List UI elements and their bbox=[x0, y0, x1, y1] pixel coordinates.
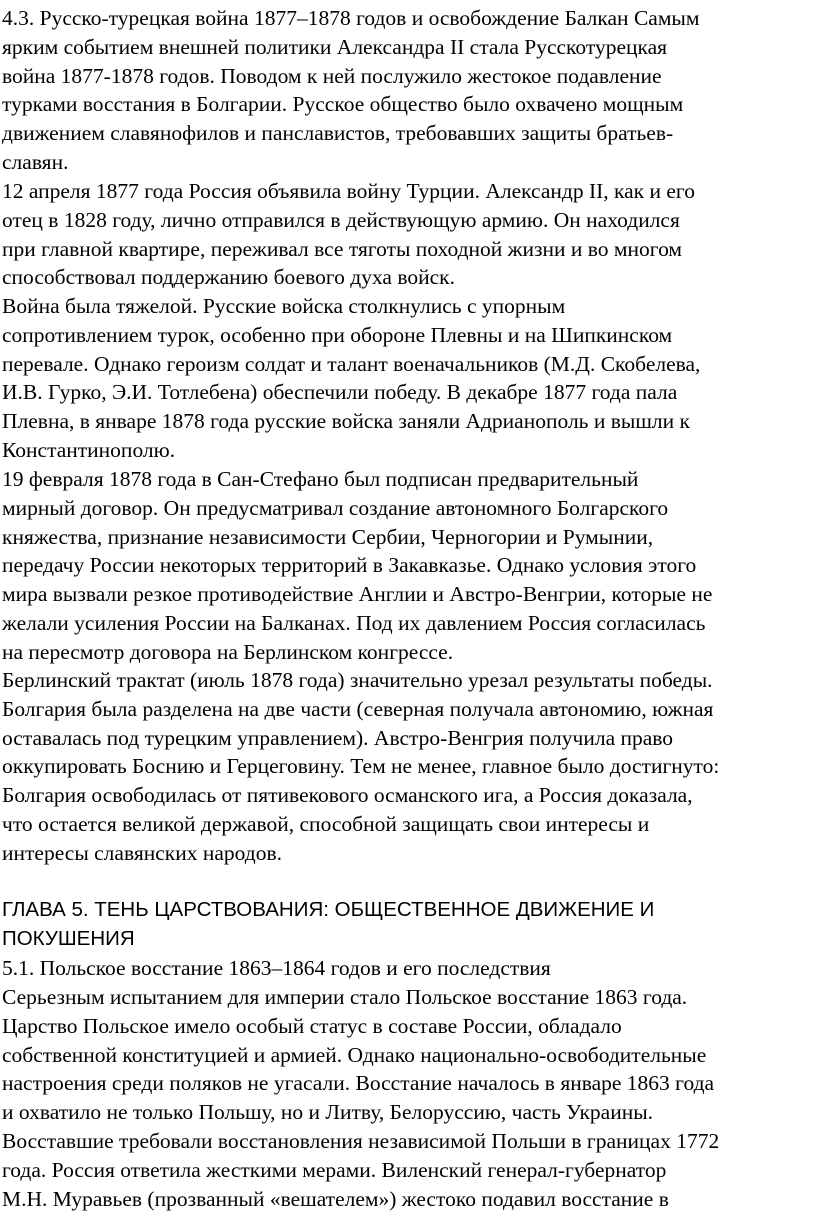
paragraph-course-of-war: Война была тяжелой. Русские войска столкнулись с упорным сопротивлением турок, особенно при обороне Плевны и на Шипкинском перевале. Однако героизм солдат и талант военачальников (М.Д. Скобелева, И.В. Гурко, Э.И. Тотлебена) обеспечили победу. В декабре 1877 года пала Плевна, в январе 1878 года русские войска заняли Адрианополь и вышли к Константинополю. bbox=[2, 294, 701, 462]
paragraph-san-stefano-treaty: 19 февраля 1878 года в Сан-Стефано был подписан предварительный мирный договор. Он предусматривал создание автономного Болгарского княжества, признание независимости Сербии, Черногории и Румынии, передачу России некоторых территорий в Закавказье. Однако условия этого мира вызвали резкое противодействие Англии и Австро-Венгрии, которые не желали усиления России на Балканах. Под их давлением Россия согласилась на пересмотр договора на Берлинском конгрессе. bbox=[2, 467, 713, 664]
paragraph-berlin-treaty: Берлинский трактат (июль 1878 года) значительно урезал результаты победы. Болгария была разделена на две части (северная получала автономию, южная оставалась под турецким управлением). Австро-Венгрия получила право оккупировать Боснию и Герцеговину. Тем не менее, главное было достигнуто: Болгария освободилась от пятивекового османского ига, а Россия доказала, что остается великой державой, способной защищать свои интересы и интересы славянских народов. bbox=[2, 668, 720, 865]
paragraph-polish-uprising: Серьезным испытанием для империи стало Польское восстание 1863 года. Царство Польское имело особый статус в составе России, обладало собственной конституцией и армией. Однако национально-освободительные настроения среди поляков не угасали. Восстание началось в январе 1863 года и охватило не только Польшу, но и Литву, Белоруссию, часть Украины. Восставшие требовали восстановления независимой Польши в границах 1772 года. Россия ответила жесткими мерами. Виленский генерал-губернатор М.Н. Муравьев (прозванный «вешателем») жестоко подавил восстание в bbox=[2, 985, 720, 1211]
section-title: 5.1. Польское восстание 1863–1864 годов и его последствия bbox=[2, 956, 551, 980]
paragraph-declaration-of-war: 12 апреля 1877 года Россия объявила войну Турции. Александр II, как и его отец в 1828 году, лично отправился в действующую армию. Он находился при главной квартире, переживал все тяготы походной жизни и во многом способствовал поддержанию боевого духа войск. bbox=[2, 179, 695, 290]
paragraph-russo-turkish-war-intro: 4.3. Русско-турецкая война 1877–1878 годов и освобождение Балкан Самым ярким событием внешней политики Александра II стала Русскотурецкая война 1877-1878 годов. Поводом к ней послужило жестокое подавление турками восстания в Болгарии. Русское общество было охвачено мощным движением славянофилов и панславистов, требовавших защиты братьев- славян. bbox=[2, 6, 700, 174]
chapter-heading: ГЛАВА 5. ТЕНЬ ЦАРСТВОВАНИЯ: ОБЩЕСТВЕННОЕ ДВИЖЕНИЕ И ПОКУШЕНИЯ bbox=[2, 898, 655, 950]
